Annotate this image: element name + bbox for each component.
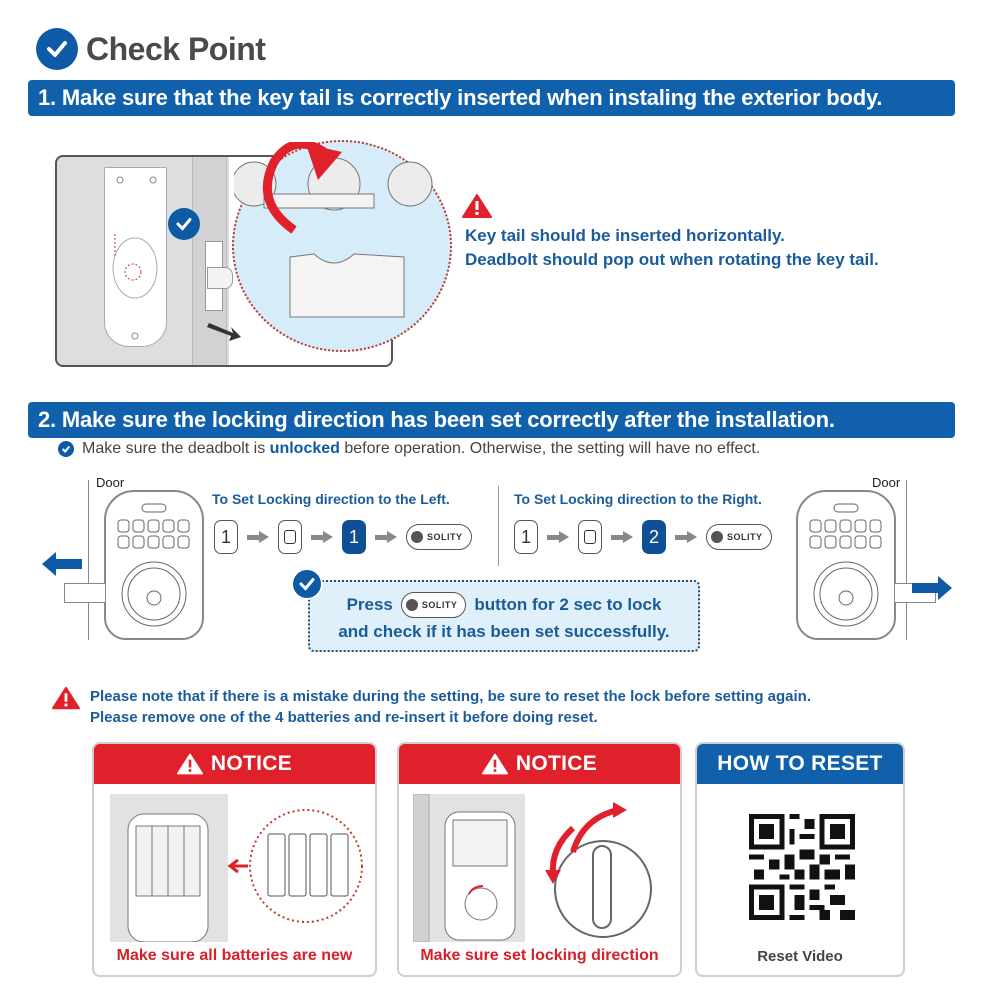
- unlocked-emphasis: unlocked: [269, 440, 340, 457]
- notice-card-batteries: [92, 742, 377, 977]
- warning-triangle-icon: [52, 686, 80, 728]
- reset-note: [52, 686, 811, 728]
- mounting-plate: [104, 167, 167, 347]
- arrow-right-icon: [547, 532, 569, 542]
- lock-illustration-right: [796, 490, 896, 640]
- unlocked-subnote: [58, 440, 760, 458]
- reset-note-line: Please remove one of the 4 batteries and re-insert it before doing reset.: [90, 709, 598, 726]
- right-direction-title: To Set Locking direction to the Right.: [514, 491, 762, 507]
- arrow-left-icon: [42, 552, 82, 576]
- lock-illustration-left: [104, 490, 204, 640]
- key-1: 1: [514, 520, 538, 554]
- check-circle-icon: [36, 28, 78, 70]
- qr-code[interactable]: [749, 814, 855, 920]
- arrow-right-icon: [675, 532, 697, 542]
- subnote-text: Make sure the deadbolt is unlocked before operation. Otherwise, the setting will have no effect.: [82, 440, 761, 457]
- divider: [498, 486, 499, 566]
- check-circle-icon: [168, 208, 200, 240]
- page-header: [36, 28, 265, 70]
- page-title: Check Point: [86, 30, 266, 67]
- card-header: NOTICE: [399, 744, 680, 784]
- left-direction-title: To Set Locking direction to the Left.: [212, 491, 450, 507]
- zoom-detail-circle: [232, 140, 452, 352]
- notice-card-direction: [397, 742, 682, 977]
- press-instruction-box: [308, 580, 700, 652]
- door-label-left: Door: [96, 475, 125, 490]
- battery-illustration: [108, 794, 361, 942]
- reset-note-line: Please note that if there is a mistake during the setting, be sure to reset the lock before setting again.: [90, 688, 812, 705]
- solity-button: SOLITY: [401, 592, 467, 618]
- deadbolt-left: [64, 583, 106, 603]
- section1-banner: 1. Make sure that the key tail is correctly inserted when instaling the exterior body.: [28, 80, 955, 116]
- key-1-highlighted: 1: [342, 520, 366, 554]
- note-line: Deadbolt should pop out when rotating the key tail.: [465, 250, 879, 269]
- door-line-left: [88, 480, 89, 640]
- warning-triangle-icon: [177, 753, 203, 775]
- left-steps: [214, 520, 472, 554]
- card-footer: Make sure all batteries are new: [116, 947, 353, 964]
- deadbolt: [207, 267, 233, 289]
- card-footer: Make sure set locking direction: [420, 947, 659, 964]
- card-header: HOW TO RESET: [697, 744, 903, 784]
- press-line-1: Press SOLITY button for 2 sec to lock: [310, 592, 698, 618]
- check-circle-icon: [58, 441, 74, 457]
- card-header: NOTICE: [94, 744, 375, 784]
- key-square: [278, 520, 302, 554]
- card-footer: Reset Video: [757, 948, 843, 965]
- how-to-reset-card: [695, 742, 905, 977]
- key-square: [578, 520, 602, 554]
- section2-banner: 2. Make sure the locking direction has been set correctly after the installation.: [28, 402, 955, 438]
- arrow-right-icon: [912, 576, 952, 600]
- arrow-right-icon: [247, 532, 269, 542]
- door-line-right: [906, 480, 907, 640]
- key-2-highlighted: 2: [642, 520, 666, 554]
- arrow-right-icon: [375, 532, 397, 542]
- note-line: Key tail should be inserted horizontally.: [465, 226, 785, 245]
- warning-triangle-icon: [482, 753, 508, 775]
- warning-triangle-icon: [462, 194, 492, 223]
- key-tail-notes: [465, 224, 879, 272]
- arrow-right-icon: [311, 532, 333, 542]
- check-circle-icon: [291, 568, 323, 600]
- solity-button: SOLITY: [406, 524, 472, 550]
- right-steps: [514, 520, 772, 554]
- solity-button: SOLITY: [706, 524, 772, 550]
- press-line-2: and check if it has been set successfully.: [338, 622, 670, 641]
- key-1: 1: [214, 520, 238, 554]
- thumbturn-illustration: [413, 794, 666, 942]
- arrow-right-icon: [611, 532, 633, 542]
- door-label-right: Door: [872, 475, 901, 490]
